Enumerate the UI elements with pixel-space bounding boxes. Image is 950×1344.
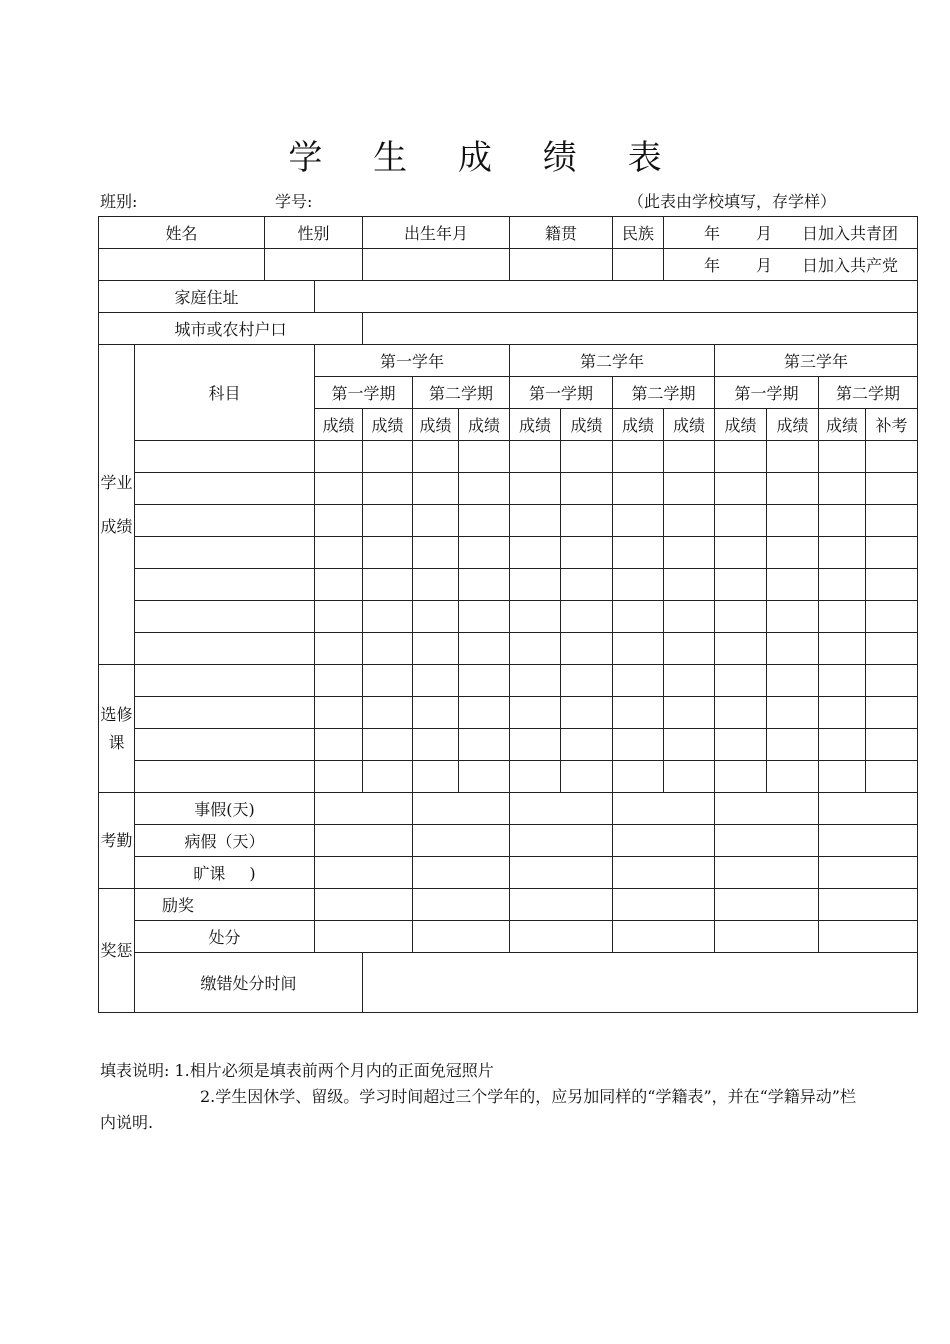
elective-row xyxy=(99,729,918,761)
grade-cell[interactable] xyxy=(561,441,613,473)
grade-cell[interactable] xyxy=(819,697,866,729)
term-cell[interactable] xyxy=(613,825,715,857)
grade-cell[interactable] xyxy=(613,537,664,569)
grade-cell[interactable] xyxy=(767,537,819,569)
grade-cell[interactable] xyxy=(715,441,767,473)
grade-cell[interactable] xyxy=(866,473,918,505)
term-cell[interactable] xyxy=(413,889,510,921)
grade-cell[interactable] xyxy=(510,697,561,729)
grade-cell[interactable] xyxy=(866,569,918,601)
grade-table xyxy=(98,216,918,1013)
grade-cell[interactable] xyxy=(613,441,664,473)
score-label: 成绩 xyxy=(315,409,363,441)
grade-cell[interactable] xyxy=(561,601,613,633)
grade-cell[interactable] xyxy=(510,569,561,601)
grade-cell[interactable] xyxy=(459,441,510,473)
academic-row xyxy=(99,505,918,537)
y2-term2-label: 第二学期 xyxy=(613,377,715,409)
subject-cell[interactable] xyxy=(135,505,315,537)
grade-cell[interactable] xyxy=(715,505,767,537)
grade-cell[interactable] xyxy=(510,761,561,793)
name-field[interactable] xyxy=(99,249,265,281)
term-cell[interactable] xyxy=(315,889,413,921)
league-month: 月 xyxy=(756,224,773,243)
note-line-1 xyxy=(100,1058,870,1084)
grade-cell[interactable] xyxy=(363,665,413,697)
attendance-section-label: 考勤 xyxy=(99,793,135,889)
grade-cell[interactable] xyxy=(613,697,664,729)
grade-cell[interactable] xyxy=(315,761,363,793)
term-cell[interactable] xyxy=(315,921,413,953)
term-cell[interactable] xyxy=(715,889,819,921)
term-cell[interactable] xyxy=(819,857,918,889)
grade-cell[interactable] xyxy=(561,697,613,729)
reward-label: 励奖 xyxy=(135,889,315,921)
term-cell[interactable] xyxy=(819,825,918,857)
subject-cell[interactable] xyxy=(135,761,315,793)
grade-cell[interactable] xyxy=(363,441,413,473)
grade-cell[interactable] xyxy=(363,697,413,729)
grade-cell[interactable] xyxy=(459,569,510,601)
elective-row xyxy=(99,665,918,697)
grade-cell[interactable] xyxy=(767,505,819,537)
grade-cell[interactable] xyxy=(561,633,613,665)
grade-cell[interactable] xyxy=(767,761,819,793)
score-label: 成绩 xyxy=(510,409,561,441)
grade-cell[interactable] xyxy=(363,537,413,569)
grade-cell[interactable] xyxy=(819,729,866,761)
grade-cell[interactable] xyxy=(767,633,819,665)
grade-cell[interactable] xyxy=(664,761,715,793)
grade-cell[interactable] xyxy=(413,473,459,505)
grade-cell[interactable] xyxy=(715,569,767,601)
grade-cell[interactable] xyxy=(866,761,918,793)
grade-cell[interactable] xyxy=(664,569,715,601)
grade-cell[interactable] xyxy=(459,537,510,569)
subject-cell[interactable] xyxy=(135,697,315,729)
form-note: （此表由学校填写，存学样） xyxy=(628,192,837,211)
subject-cell[interactable] xyxy=(135,729,315,761)
grade-cell[interactable] xyxy=(413,537,459,569)
grade-cell[interactable] xyxy=(413,601,459,633)
grade-cell[interactable] xyxy=(866,537,918,569)
grade-cell[interactable] xyxy=(715,729,767,761)
grade-cell[interactable] xyxy=(315,601,363,633)
grade-cell[interactable] xyxy=(664,633,715,665)
term-cell[interactable] xyxy=(613,921,715,953)
grade-cell[interactable] xyxy=(315,633,363,665)
grade-cell[interactable] xyxy=(413,665,459,697)
grade-cell[interactable] xyxy=(767,729,819,761)
grade-cell[interactable] xyxy=(613,473,664,505)
grade-cell[interactable] xyxy=(413,729,459,761)
grade-cell[interactable] xyxy=(819,537,866,569)
revoke-row xyxy=(99,953,918,1013)
grade-cell[interactable] xyxy=(413,505,459,537)
score-label: 成绩 xyxy=(363,409,413,441)
grade-cell[interactable] xyxy=(613,569,664,601)
grade-cell[interactable] xyxy=(664,505,715,537)
score-label: 成绩 xyxy=(767,409,819,441)
revoke-time-label: 缴错处分时间 xyxy=(135,953,363,1013)
gender-label: 性别 xyxy=(265,217,363,249)
term-cell[interactable] xyxy=(510,793,613,825)
subject-cell[interactable] xyxy=(135,537,315,569)
term-cell[interactable] xyxy=(715,825,819,857)
party-month: 月 xyxy=(756,256,773,275)
household-label: 城市或农村户口 xyxy=(99,313,363,345)
score-label: 成绩 xyxy=(459,409,510,441)
grade-cell[interactable] xyxy=(510,473,561,505)
academic-row xyxy=(99,633,918,665)
grade-cell[interactable] xyxy=(315,441,363,473)
grade-cell[interactable] xyxy=(413,761,459,793)
note-1-text: 1.相片必须是填表前两个月内的正面免冠照片 xyxy=(174,1061,494,1080)
grade-cell[interactable] xyxy=(510,633,561,665)
grade-cell[interactable] xyxy=(866,729,918,761)
grade-cell[interactable] xyxy=(664,729,715,761)
grade-cell[interactable] xyxy=(315,505,363,537)
grade-cell[interactable] xyxy=(363,473,413,505)
rewards-section-label: 奖惩 xyxy=(99,889,135,1013)
term-cell[interactable] xyxy=(819,793,918,825)
grade-cell[interactable] xyxy=(715,665,767,697)
page-title: 学 生 成 绩 表 xyxy=(288,138,682,178)
absence-label xyxy=(135,857,315,889)
attendance-row xyxy=(99,793,918,825)
native-field[interactable] xyxy=(510,249,613,281)
grade-cell[interactable] xyxy=(664,441,715,473)
elective-section-label: 选修课 xyxy=(99,665,135,793)
native-label: 籍贯 xyxy=(510,217,613,249)
grade-cell[interactable] xyxy=(315,729,363,761)
makeup-label: 补考 xyxy=(866,409,918,441)
term-cell[interactable] xyxy=(613,889,715,921)
grade-cell[interactable] xyxy=(459,665,510,697)
grade-cell[interactable] xyxy=(459,473,510,505)
grade-cell[interactable] xyxy=(715,537,767,569)
term-cell[interactable] xyxy=(413,793,510,825)
term-cell[interactable] xyxy=(819,921,918,953)
term-cell[interactable] xyxy=(715,793,819,825)
attendance-row xyxy=(99,857,918,889)
grade-cell[interactable] xyxy=(315,697,363,729)
grade-cell[interactable] xyxy=(413,633,459,665)
birth-field[interactable] xyxy=(363,249,510,281)
basic-info-values-row xyxy=(99,249,918,281)
league-day-text: 日加入共青团 xyxy=(802,224,899,243)
subject-cell[interactable] xyxy=(135,601,315,633)
student-no-label: 学号: xyxy=(275,192,313,211)
grade-cell[interactable] xyxy=(363,761,413,793)
sick-leave-label: 病假（天） xyxy=(135,825,315,857)
grade-cell[interactable] xyxy=(819,761,866,793)
grade-cell[interactable] xyxy=(561,665,613,697)
grade-cell[interactable] xyxy=(767,601,819,633)
grade-cell[interactable] xyxy=(613,505,664,537)
academic-row xyxy=(99,601,918,633)
fill-instructions xyxy=(100,1058,870,1136)
revoke-time-field[interactable] xyxy=(363,953,918,1013)
grade-cell[interactable] xyxy=(459,601,510,633)
household-field[interactable] xyxy=(363,313,918,345)
grade-cell[interactable] xyxy=(363,505,413,537)
grade-cell[interactable] xyxy=(561,473,613,505)
note-line-2: 2.学生因休学、留级。学习时间超过三个学年的，应另加同样的“学籍表”，并在“学籍异动”栏内说明. xyxy=(100,1087,856,1132)
academic-section-label: 学业成绩 xyxy=(99,345,135,665)
address-label: 家庭住址 xyxy=(99,281,315,313)
basic-info-row xyxy=(99,217,918,249)
grade-cell[interactable] xyxy=(715,633,767,665)
reward-row xyxy=(99,889,918,921)
ethnic-label: 民族 xyxy=(613,217,664,249)
grade-cell[interactable] xyxy=(315,665,363,697)
notes-label: 填表说明: xyxy=(100,1061,170,1080)
grade-cell[interactable] xyxy=(819,601,866,633)
grade-cell[interactable] xyxy=(561,569,613,601)
punishment-row xyxy=(99,921,918,953)
y1-term2-label: 第二学期 xyxy=(413,377,510,409)
grade-cell[interactable] xyxy=(363,633,413,665)
grade-cell[interactable] xyxy=(819,505,866,537)
grade-cell[interactable] xyxy=(664,537,715,569)
attendance-row xyxy=(99,825,918,857)
grade-cell[interactable] xyxy=(459,761,510,793)
grade-cell[interactable] xyxy=(715,473,767,505)
elective-row xyxy=(99,697,918,729)
grade-cell[interactable] xyxy=(866,665,918,697)
term-cell[interactable] xyxy=(413,857,510,889)
grade-cell[interactable] xyxy=(664,601,715,633)
y2-term1-label: 第一学期 xyxy=(510,377,613,409)
party-year: 年 xyxy=(704,256,721,275)
grade-cell[interactable] xyxy=(866,505,918,537)
term-cell[interactable] xyxy=(715,857,819,889)
grade-cell[interactable] xyxy=(459,505,510,537)
score-label: 成绩 xyxy=(715,409,767,441)
league-join-date xyxy=(664,217,918,249)
grade-cell[interactable] xyxy=(315,473,363,505)
grade-cell[interactable] xyxy=(819,569,866,601)
grade-cell[interactable] xyxy=(459,729,510,761)
grade-cell[interactable] xyxy=(819,473,866,505)
term-cell[interactable] xyxy=(613,793,715,825)
birth-label: 出生年月 xyxy=(363,217,510,249)
term-cell[interactable] xyxy=(510,921,613,953)
grade-cell[interactable] xyxy=(561,537,613,569)
term-cell[interactable] xyxy=(819,889,918,921)
grade-cell[interactable] xyxy=(413,441,459,473)
grade-cell[interactable] xyxy=(363,569,413,601)
address-row xyxy=(99,281,918,313)
grade-cell[interactable] xyxy=(315,537,363,569)
absence-paren: ) xyxy=(249,864,256,883)
grade-cell[interactable] xyxy=(363,601,413,633)
grade-cell[interactable] xyxy=(413,569,459,601)
year-header-row xyxy=(99,345,918,377)
subject-cell[interactable] xyxy=(135,569,315,601)
subject-cell[interactable] xyxy=(135,473,315,505)
grade-cell[interactable] xyxy=(510,729,561,761)
term-cell[interactable] xyxy=(715,921,819,953)
grade-cell[interactable] xyxy=(510,505,561,537)
grade-cell[interactable] xyxy=(715,761,767,793)
term-cell[interactable] xyxy=(315,825,413,857)
grade-cell[interactable] xyxy=(613,761,664,793)
score-label: 成绩 xyxy=(413,409,459,441)
household-row xyxy=(99,313,918,345)
year-3-label: 第三学年 xyxy=(715,345,918,377)
grade-cell[interactable] xyxy=(767,441,819,473)
grade-cell[interactable] xyxy=(664,697,715,729)
academic-row xyxy=(99,569,918,601)
grade-cell[interactable] xyxy=(459,697,510,729)
name-label: 姓名 xyxy=(99,217,265,249)
league-year: 年 xyxy=(704,224,721,243)
grade-cell[interactable] xyxy=(767,473,819,505)
grade-cell[interactable] xyxy=(510,601,561,633)
grade-cell[interactable] xyxy=(767,697,819,729)
class-label: 班别: xyxy=(100,192,138,211)
grade-cell[interactable] xyxy=(715,697,767,729)
personal-leave-label: 事假(天) xyxy=(135,793,315,825)
grade-cell[interactable] xyxy=(664,473,715,505)
grade-cell[interactable] xyxy=(819,633,866,665)
grade-cell[interactable] xyxy=(613,729,664,761)
academic-row xyxy=(99,473,918,505)
grade-cell[interactable] xyxy=(715,601,767,633)
grade-cell[interactable] xyxy=(561,505,613,537)
grade-cell[interactable] xyxy=(459,633,510,665)
grade-cell[interactable] xyxy=(613,665,664,697)
term-cell[interactable] xyxy=(315,857,413,889)
grade-cell[interactable] xyxy=(413,697,459,729)
term-cell[interactable] xyxy=(413,921,510,953)
score-label: 成绩 xyxy=(664,409,715,441)
term-cell[interactable] xyxy=(413,825,510,857)
grade-cell[interactable] xyxy=(819,665,866,697)
grade-cell[interactable] xyxy=(819,441,866,473)
y3-term2-label: 第二学期 xyxy=(819,377,918,409)
grade-cell[interactable] xyxy=(510,537,561,569)
term-cell[interactable] xyxy=(613,857,715,889)
grade-cell[interactable] xyxy=(315,569,363,601)
year-1-label: 第一学年 xyxy=(315,345,510,377)
grade-cell[interactable] xyxy=(866,633,918,665)
score-label: 成绩 xyxy=(819,409,866,441)
grade-cell[interactable] xyxy=(664,665,715,697)
grade-cell[interactable] xyxy=(510,441,561,473)
score-label: 成绩 xyxy=(613,409,664,441)
absence-text: 旷课 xyxy=(193,864,226,883)
academic-row xyxy=(99,441,918,473)
grade-cell[interactable] xyxy=(363,729,413,761)
subject-cell[interactable] xyxy=(135,665,315,697)
ethnic-field[interactable] xyxy=(613,249,664,281)
party-day-text: 日加入共产党 xyxy=(802,256,899,275)
y3-term1-label: 第一学期 xyxy=(715,377,819,409)
subject-label: 科目 xyxy=(135,345,315,441)
academic-row xyxy=(99,537,918,569)
grade-cell[interactable] xyxy=(866,441,918,473)
grade-cell[interactable] xyxy=(866,697,918,729)
grade-cell[interactable] xyxy=(613,633,664,665)
term-cell[interactable] xyxy=(315,793,413,825)
subject-cell[interactable] xyxy=(135,441,315,473)
gender-field[interactable] xyxy=(265,249,363,281)
term-cell[interactable] xyxy=(510,857,613,889)
year-2-label: 第二学年 xyxy=(510,345,715,377)
grade-cell[interactable] xyxy=(510,665,561,697)
punishment-label: 处分 xyxy=(135,921,315,953)
term-cell[interactable] xyxy=(510,825,613,857)
score-label: 成绩 xyxy=(561,409,613,441)
grade-cell[interactable] xyxy=(767,569,819,601)
y1-term1-label: 第一学期 xyxy=(315,377,413,409)
elective-row xyxy=(99,761,918,793)
grade-cell[interactable] xyxy=(561,761,613,793)
grade-cell[interactable] xyxy=(767,665,819,697)
grade-cell[interactable] xyxy=(561,729,613,761)
term-cell[interactable] xyxy=(510,889,613,921)
subject-cell[interactable] xyxy=(135,633,315,665)
grade-cell[interactable] xyxy=(866,601,918,633)
grade-cell[interactable] xyxy=(613,601,664,633)
address-field[interactable] xyxy=(315,281,918,313)
party-join-date xyxy=(664,249,918,281)
